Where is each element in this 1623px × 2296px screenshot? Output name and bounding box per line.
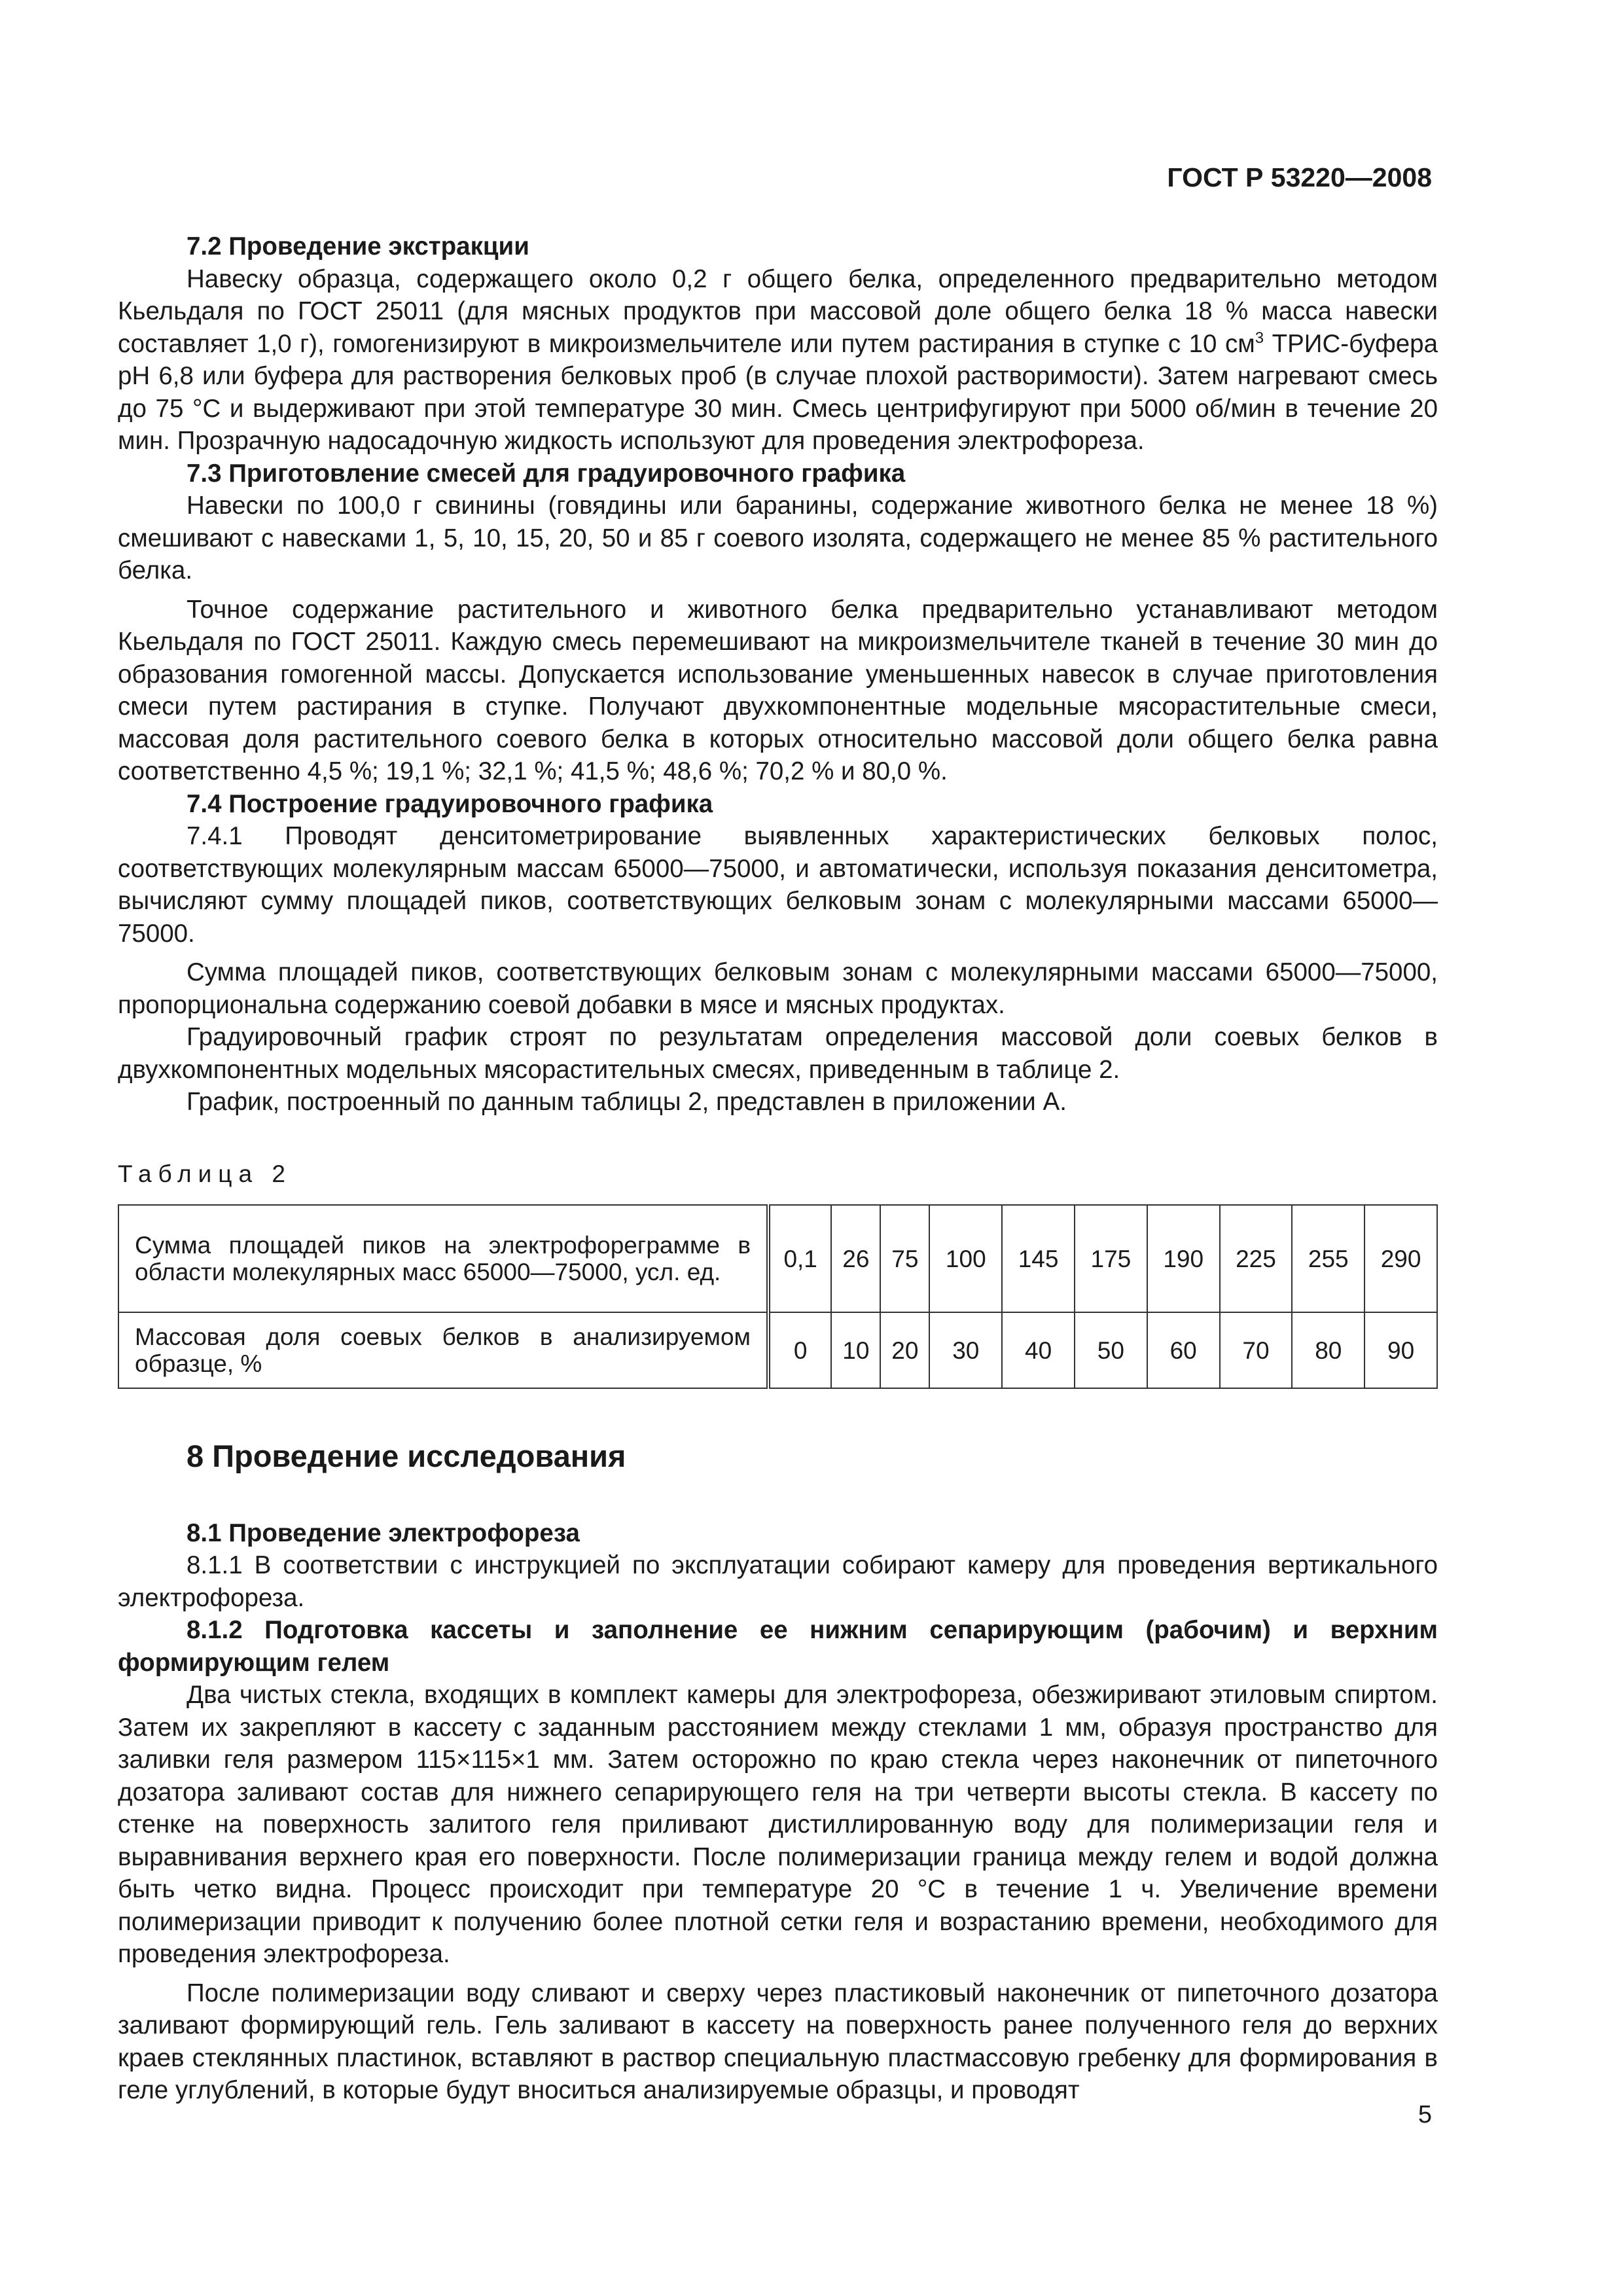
section-7-3-paragraph-1: Навески по 100,0 г свинины (говядины или баранины, содержание животного белка не менее 18 %) смешивают с навесками 1, 5, 10, 15, 20, 50 и 85 г соевого изолята, содержащего не менее 85 % растительного белка. (118, 492, 1438, 584)
calibration-table (118, 1204, 1438, 1389)
table-cell: 70 (1220, 1312, 1293, 1388)
section-7-4-paragraph-3: Градуировочный график строят по результатам определения массовой доли соевых белков в двухкомпонентных модельных мясорастительных смесях, приведенным в таблице 2. (118, 1023, 1438, 1084)
section-8-1-title: 8.1 Проведение электрофореза (187, 1518, 580, 1547)
table-cell: 10 (831, 1312, 880, 1388)
table-cell: 50 (1075, 1312, 1147, 1388)
table-cell: 40 (1002, 1312, 1075, 1388)
table-cell: 225 (1220, 1205, 1293, 1312)
section-8-title: 8 Проведение исследования (187, 1439, 626, 1473)
table-cell: 60 (1147, 1312, 1220, 1388)
table-caption: Таблица 2 (118, 1160, 292, 1187)
table-cell: 0,1 (768, 1205, 831, 1312)
section-7-2-paragraph (118, 263, 1438, 457)
row-label-peak-area: Сумма площадей пиков на электрофореграмме в области молекулярных масс 65000—75000, усл. ед. (118, 1205, 768, 1312)
table-cell: 0 (768, 1312, 831, 1388)
section-7-3-paragraph-2: Точное содержание растительного и животного белка предварительно устанавливают методом Кьельдаля по ГОСТ 25011. Каждую смесь перемешивают на микроизмельчителе тканей в течение 30 мин до образования гомогенной массы. Допускается использование уменьшенных навесок в случае приготовления смеси путем растирания в ступке. Получают двухкомпонентные модельные мясорастительные смеси, массовая доля растительного соевого белка в которых относительно массовой доли общего белка равна соответственно 4,5 %; 19,1 %; 32,1 %; 41,5 %; 48,6 %; 70,2 % и 80,0 %. (118, 595, 1438, 785)
section-8-1-2-title: 8.1.2 Подготовка кассеты и заполнение ее нижним сепарирующим (рабочим) и верхним формирующим гелем (118, 1616, 1438, 1677)
cube-superscript: 3 (1255, 329, 1264, 347)
section-7-2-title: 7.2 Проведение экстракции (187, 232, 529, 260)
table-cell: 290 (1364, 1205, 1437, 1312)
section-7-4-title: 7.4 Построение градуировочного графика (187, 789, 713, 818)
table-cell: 26 (831, 1205, 880, 1312)
section-7-4-1-paragraph: 7.4.1 Проводят денситометрирование выявленных характеристических белковых полос, соответствующих молекулярным массам 65000—75000, и автоматически, используя показания денситометра, вычисляют сумму площадей пиков, соответствующих белковым зонам с молекулярными массами 65000—75000. (118, 822, 1438, 948)
table-cell: 80 (1292, 1312, 1364, 1388)
table-cell: 175 (1075, 1205, 1147, 1312)
table-row (118, 1312, 1437, 1388)
table-cell: 255 (1292, 1205, 1364, 1312)
section-8-1-2-paragraph-1: Два чистых стекла, входящих в комплект камеры для электрофореза, обезжиривают этиловым спиртом. Затем их закрепляют в кассету с заданным расстоянием между стеклами 1 мм, образуя пространство для заливки геля размером 115×115×1 мм. Затем осторожно по краю стекла через наконечник от пипеточного дозатора заливают состав для нижнего сепарирующего геля на три четверти высоты стекла. В кассету по стенке на поверхность залитого геля приливают дистиллированную воду для полимеризации геля и выравнивания верхнего края его поверхности. После полимеризации граница между гелем и водой должна быть четко видна. Процесс происходит при температуре 20 °С в течение 1 ч. Увеличение времени полимеризации приводит к получению более плотной сетки геля и возрастанию времени, необходимого для проведения электрофореза. (118, 1681, 1438, 1968)
section-8-1-2-paragraph-2: После полимеризации воду сливают и сверху через пластиковый наконечник от пипеточного дозатора заливают формирующий гель. Гель заливают в кассету на поверхность ранее полученного геля до верхних краев стеклянных пластинок, вставляют в раствор специальную пластмассовую гребенку для формирования в геле углублений, в которые будут вноситься анализируемые образцы, и проводят (118, 1979, 1438, 2104)
table-cell: 30 (929, 1312, 1002, 1388)
table-cell: 145 (1002, 1205, 1075, 1312)
row-label-soy-fraction: Массовая доля соевых белков в анализируемом образце, % (118, 1312, 768, 1388)
document-header: ГОСТ Р 53220—2008 (1167, 162, 1432, 192)
table-cell: 90 (1364, 1312, 1437, 1388)
table-cell: 190 (1147, 1205, 1220, 1312)
section-7-3-title: 7.3 Приготовление смесей для градуировочного графика (187, 459, 906, 488)
s72-text-a: Навеску образца, содержащего около 0,2 г общего белка, определенного предварительно методом Кьельдаля по ГОСТ 25011 (для мясных продуктов при массовой доле общего белка 18 % масса навески составляет 1,0 г), гомогенизируют в микроизмельчителе или путем растирания в ступке с 10 см (118, 264, 1438, 358)
page-number: 5 (1418, 2101, 1432, 2128)
section-8-1-1-paragraph: 8.1.1 В соответствии с инструкцией по эксплуатации собирают камеру для проведения вертикального электрофореза. (118, 1551, 1438, 1612)
page-content (118, 230, 1438, 2107)
table-cell: 75 (880, 1205, 929, 1312)
table-row (118, 1205, 1437, 1312)
table-cell: 100 (929, 1205, 1002, 1312)
section-7-4-paragraph-2: Сумма площадей пиков, соответствующих белковым зонам с молекулярными массами 65000—75000, пропорциональна содержанию соевой добавки в мясе и мясных продуктах. (118, 958, 1438, 1019)
s72-text-b: ТРИС-буфера рН 6,8 или буфера для растворения белковых проб (в случае плохой растворимости). Затем нагревают смесь до 75 °С и выдерживают при этой температуре 30 мин. Смесь центрифугируют при 5000 об/мин в течение 20 мин. Прозрачную надосадочную жидкость используют для проведения электрофореза. (118, 329, 1438, 455)
table-cell: 20 (880, 1312, 929, 1388)
section-7-4-paragraph-4: График, построенный по данным таблицы 2, представлен в приложении А. (187, 1088, 1067, 1116)
